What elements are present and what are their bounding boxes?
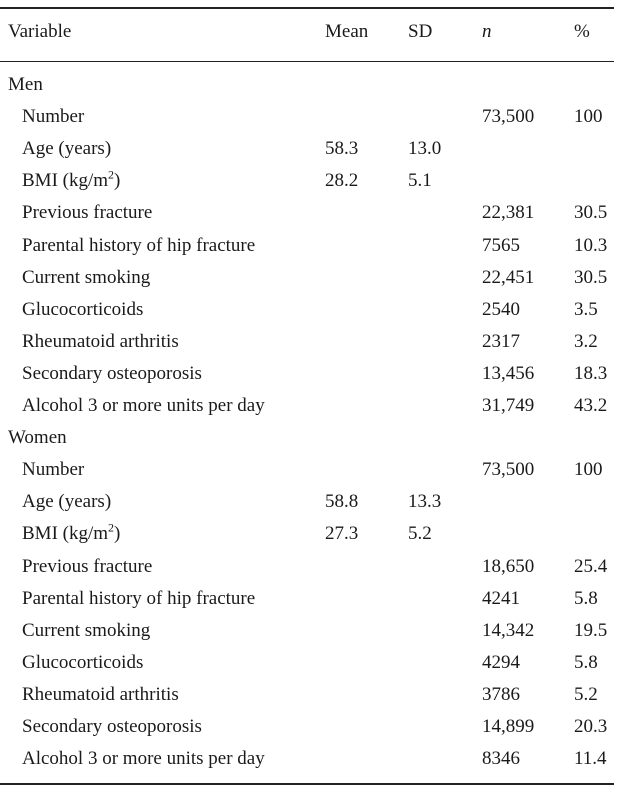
header-row (0, 16, 634, 48)
row-label (22, 454, 84, 486)
header-sd: SD (408, 21, 433, 42)
n-cell: 31,749 (482, 395, 535, 416)
row-label (22, 551, 152, 583)
table-row (0, 486, 634, 518)
row-label-text: Parental history of hip fracture (22, 234, 256, 256)
group-label: Women (8, 427, 67, 449)
n-cell: 73,500 (482, 459, 535, 481)
table-row (0, 454, 634, 486)
row-label-text: BMI (kg/m (22, 170, 109, 192)
sd-cell: 13.0 (408, 138, 442, 160)
row-label (22, 583, 255, 615)
row-label-text: Rheumatoid arthritis (22, 330, 179, 352)
table-row (0, 679, 634, 711)
row-label-text: Alcohol 3 or more units per day (22, 395, 265, 416)
sd-cell: 13.3 (408, 491, 442, 513)
n-cell: 2540 (482, 298, 520, 320)
row-label-text: Age (years) (22, 138, 112, 160)
top-rule (0, 7, 614, 9)
n-cell: 13,456 (482, 362, 535, 384)
mean-cell: 27.3 (325, 523, 359, 545)
pct-cell: 3.2 (574, 330, 598, 352)
n-cell: 4241 (482, 587, 520, 609)
row-label (22, 262, 150, 294)
sd-cell: 5.2 (408, 523, 432, 545)
row-label (22, 615, 150, 647)
table-row (0, 358, 634, 390)
header-mean: Mean (325, 21, 369, 42)
table-row (0, 711, 634, 743)
mean-cell: 28.2 (325, 170, 359, 192)
group-row (0, 69, 634, 101)
row-label (22, 743, 265, 775)
header-rule (0, 61, 614, 62)
table-row (0, 197, 634, 229)
row-label (22, 711, 202, 743)
n-cell: 18,650 (482, 555, 535, 577)
row-label-superscript: 2 (108, 167, 115, 182)
pct-cell: 5.8 (574, 587, 598, 609)
row-label-text: Number (22, 106, 85, 128)
row-label (22, 230, 255, 262)
table-row (0, 133, 634, 165)
table-row (0, 551, 634, 583)
table-row (0, 390, 634, 422)
row-label-text: Number (22, 459, 85, 481)
row-label (22, 326, 179, 358)
pct-cell: 5.8 (574, 651, 598, 673)
row-label-superscript: 2 (108, 521, 115, 536)
row-label (22, 133, 111, 165)
table-row (0, 326, 634, 358)
row-label-text: Previous fracture (22, 202, 153, 224)
n-cell: 73,500 (482, 106, 535, 128)
table-row (0, 615, 634, 647)
pct-cell: 3.5 (574, 298, 598, 320)
table-row (0, 743, 634, 775)
pct-cell: 5.2 (574, 683, 598, 705)
n-cell: 2317 (482, 330, 520, 352)
row-label-text: BMI (kg/m (22, 523, 109, 545)
table-row (0, 647, 634, 679)
pct-cell: 100 (574, 106, 603, 128)
row-label (22, 647, 143, 679)
pct-cell: 43.2 (574, 395, 608, 416)
bottom-rule (0, 783, 614, 785)
row-label (22, 390, 265, 422)
pct-cell: 30.5 (574, 266, 608, 288)
mean-cell: 58.8 (325, 491, 359, 513)
row-label (22, 486, 111, 518)
n-cell: 14,342 (482, 619, 535, 641)
table-row (0, 518, 634, 550)
pct-cell: 30.5 (574, 202, 608, 224)
table-row (0, 101, 634, 133)
n-cell: 14,899 (482, 716, 535, 737)
row-label (22, 518, 120, 550)
row-label (22, 679, 179, 711)
row-label-text: Secondary osteoporosis (22, 362, 202, 384)
table-row (0, 583, 634, 615)
pct-cell: 19.5 (574, 619, 608, 641)
pct-cell: 20.3 (574, 716, 608, 737)
row-label-end: ) (114, 523, 121, 545)
row-label (22, 197, 152, 229)
pct-cell: 18.3 (574, 362, 608, 384)
group-label: Men (8, 74, 43, 95)
header-pct: % (574, 21, 590, 42)
table-row (0, 262, 634, 294)
row-label-text: Current smoking (22, 619, 151, 641)
n-cell: 4294 (482, 651, 520, 673)
row-label-text: Glucocorticoids (22, 651, 144, 673)
row-label (22, 101, 84, 133)
row-label-text: Current smoking (22, 266, 151, 288)
sd-cell: 5.1 (408, 170, 432, 192)
n-cell: 3786 (482, 683, 520, 705)
table-row (0, 230, 634, 262)
n-cell: 22,381 (482, 202, 535, 224)
row-label-text: Age (years) (22, 491, 112, 513)
n-cell: 8346 (482, 748, 520, 770)
table-row (0, 165, 634, 197)
row-label-text: Alcohol 3 or more units per day (22, 748, 265, 770)
row-label-text: Rheumatoid arthritis (22, 683, 179, 705)
mean-cell: 58.3 (325, 138, 359, 160)
header-n: n (482, 21, 492, 42)
pct-cell: 11.4 (574, 748, 607, 770)
row-label (22, 358, 202, 390)
pct-cell: 25.4 (574, 555, 608, 577)
row-label-end: ) (114, 170, 121, 192)
group-row (0, 422, 634, 454)
pct-cell: 100 (574, 459, 603, 481)
row-label-text: Previous fracture (22, 555, 153, 577)
n-cell: 7565 (482, 234, 520, 256)
n-cell: 22,451 (482, 266, 535, 288)
row-label-text: Parental history of hip fracture (22, 587, 256, 609)
row-label (22, 165, 120, 197)
row-label (22, 294, 143, 326)
row-label-text: Secondary osteoporosis (22, 716, 202, 737)
pct-cell: 10.3 (574, 234, 608, 256)
table-row (0, 294, 634, 326)
header-variable: Variable (8, 21, 72, 42)
row-label-text: Glucocorticoids (22, 298, 144, 320)
